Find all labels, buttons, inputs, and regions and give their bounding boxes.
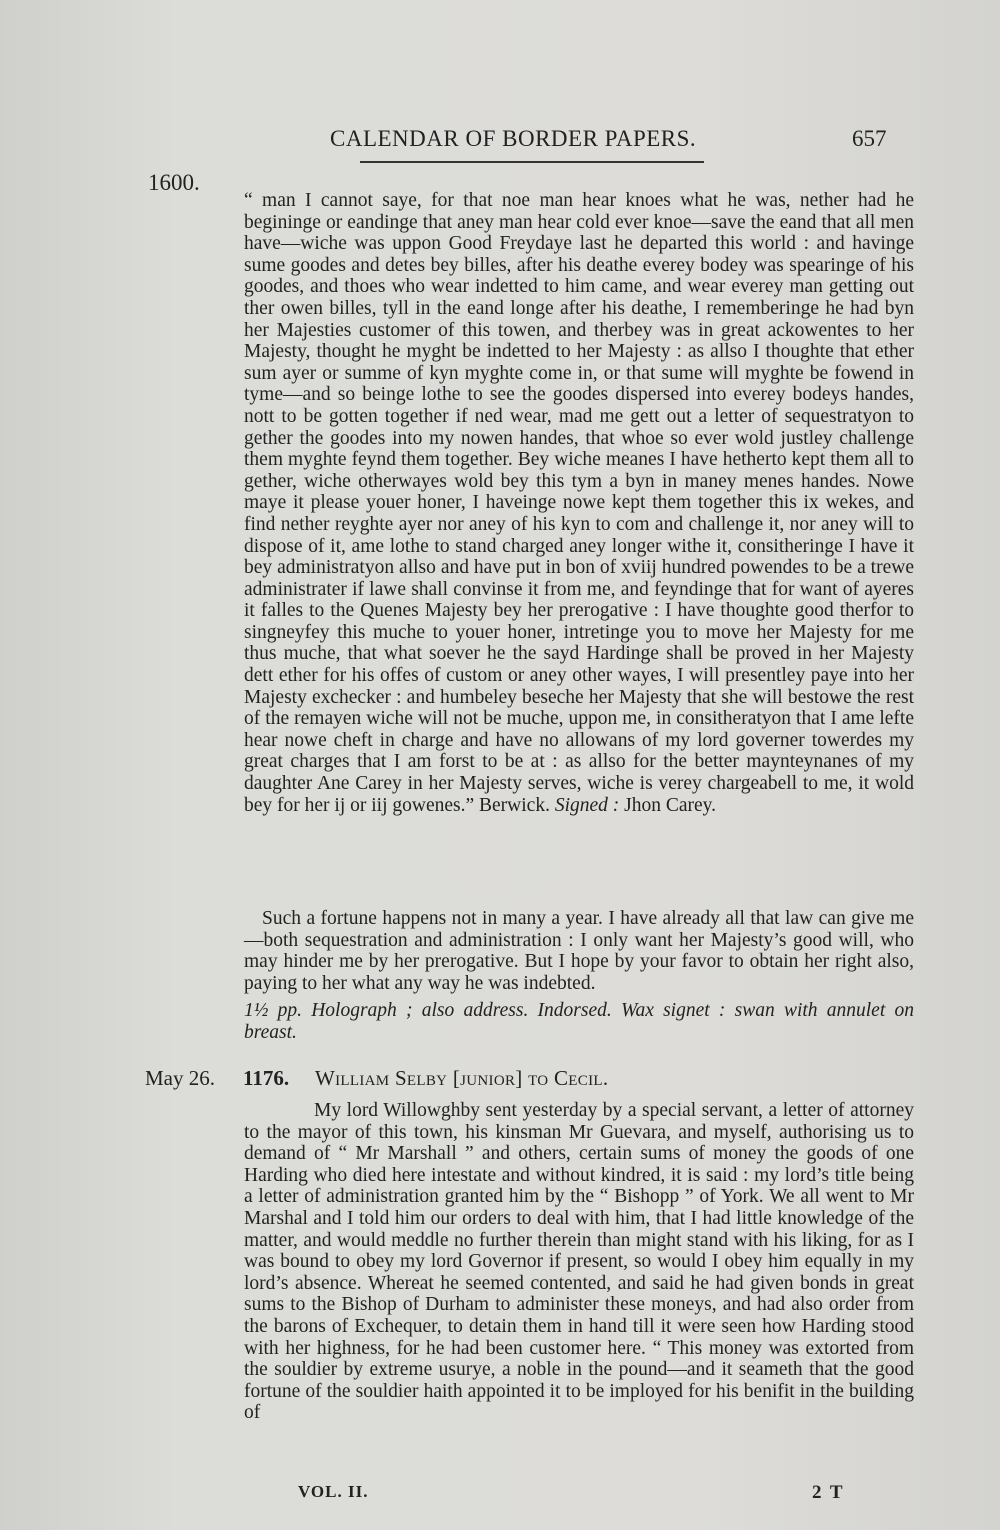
letter-text: “ man I cannot saye, for that noe man hear knoes what he was, nether had he begininge or eandinge that aney man hear cold ever knoe—save the eand that all men have—wiche was uppon Good Freydaye last he departed this world : and havinge sume goodes and detes bey billes, after his deathe everey bodey was spearinge of his goodes, and thoes who wear indetted to him came, and wear everey man getting out ther owen billes, tyll in the eand longe after his deathe, I rememberinge he had byn her Majesties customer of this towen, and therbey was in great ackowentes to her Majesty, thought he myght be indetted to her Majesty : as allso I thoughte that ether sum ayer or summe of kyn myghte come in, or that sume will myghte be fowend in tyme—and so beinge lothe to see the goodes dispersed into everey bodeys handes, nott to be gotten together if ned wear, mad me gett out a letter of sequestratyon to gether the goodes into my nowen handes, that whoe so ever wold justley challenge them myghte feynd them together. Bey wiche meanes I have hetherto kept them all to gether, wiche otherwayes wold bey this tym a byn in maney menes handes. Nowe maye it please youer honer, I haveinge nowe kept them together this ix wekes, and find nether reyghte ayer nor aney of his kyn to com and challenge it, nor aney will to dispose of it, ame lothe to stand charged aney longer withe it, consitheringe I have it bey administratyon allso and have put in bon of xviij hundred powendes to be a trewe administrater if lawe shall convinse it from me, and feyndinge that for want of ayeres it falles to the Quenes Majesty bey her prerogative : I have thoughte good therfor to singneyfey this muche to youer honer, intretinge you to move her Majesty for me thus muche, that what soever he the sayd Hardinge shall be proved in her Majesty dett ether for his offes of custom or aney other wayes, I will presentley paye into her Majesty exchecker : and humbeley beseche her Majesty that she will bestowe the rest of the remayen wiche will not be muche, uppon me, in consitheratyon that I ame lefte hear nowe cheft in charge and have no allowans of my lord governer towerdes my great charges that I am forst to be at : as allso for the better maynteynanes of my daughter Ane Carey in her Majesty serves, wiche is verey chargeabell to me, it wold bey for her ij or iij gowenes.” Berwick. — [244, 190, 914, 816]
entry-body-text: My lord Willowghby sent yesterday by a special servant, a letter of attorney to the mayor of this town, his kinsman Mr Guevara, and myself, authorising us to demand of “ Mr Marshall ” and others, certain sums of money the goods of one Harding who died here intestate and without kindred, it is said : my lord’s title being a letter of administration granted him by the “ Bishopp ” of York. We all went to Mr Marshal and I told him our orders to deal with him, that I had little knowledge of the matter, and would meddle no further therein than might stand with his liking, for as I was bound to obey my lord Governor if present, so would I obey him equally in my lord’s absence. Whereat he seemed contented, and said he had given bonds in great sums to the Bishop of Durham to administer these moneys, and had also order from the barons of Exchequer, to detain them in hand till it were seen how Harding stood with her highness, for he had been customer here. “ This money was extorted from the souldier by extreme usurye, a noble in the pound—and it seameth that the good fortune of the souldier haith appointed it to be imployed for his benifit in the building of — [244, 1100, 914, 1424]
entry-body — [244, 1100, 914, 1424]
running-header-title: CALENDAR OF BORDER PAPERS. — [330, 126, 697, 151]
footer-volume: VOL. II. — [298, 1482, 369, 1501]
signed-label: Signed : — [554, 794, 620, 816]
header-rule — [360, 161, 704, 163]
entry-date: May 26. — [145, 1066, 215, 1090]
footer-signature-mark: 2 T — [812, 1482, 845, 1503]
signed-name: Jhon Carey. — [624, 794, 717, 816]
entry-title: William Selby [junior] to Cecil. — [315, 1066, 609, 1090]
margin-year: 1600. — [148, 170, 200, 195]
letter-quotation — [244, 190, 914, 816]
entry-number: 1176. — [243, 1066, 290, 1090]
comment-text: Such a fortune happens not in many a year. I have already all that law can give me—both sequestration and administration : I only want her Majesty’s good will, who may hinder me by her prerogative. But I hope by your favor to obtain her right also, paying to her what any way he was indebted. — [244, 908, 914, 994]
description-text: 1½ pp. Holograph ; also address. Indorsed. Wax signet : swan with annulet on breast. — [244, 1000, 914, 1043]
editor-comment — [244, 908, 914, 994]
document-description — [244, 1000, 914, 1043]
page-number: 657 — [852, 126, 887, 151]
